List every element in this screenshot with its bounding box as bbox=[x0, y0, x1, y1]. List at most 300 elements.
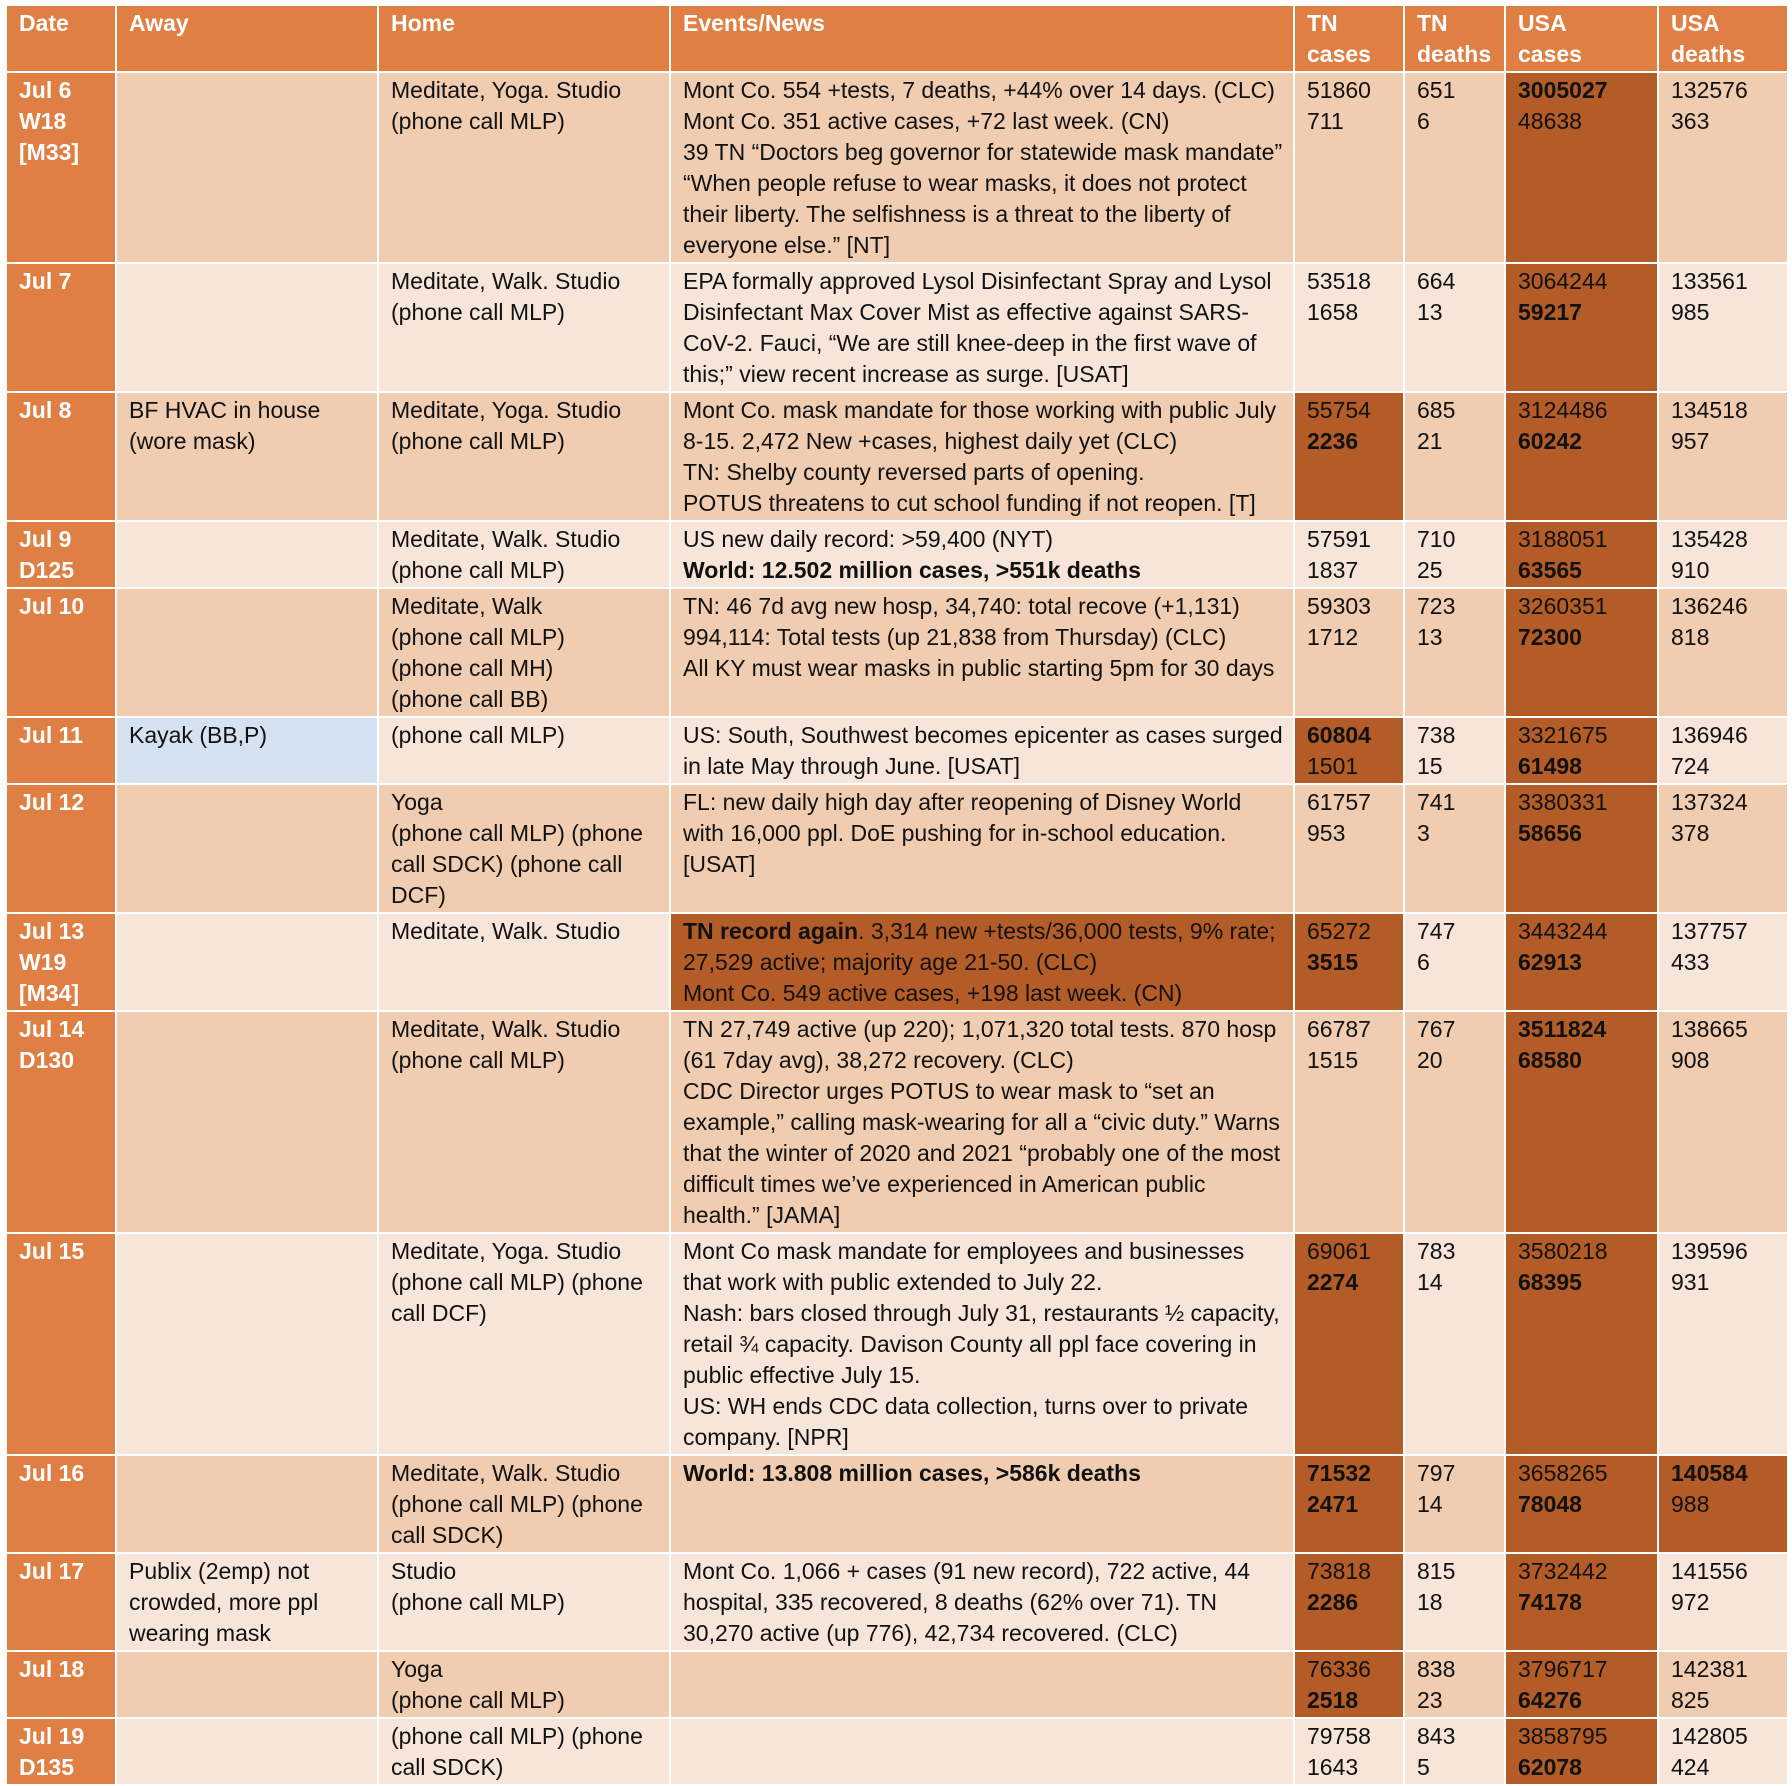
usa-cases-cell bbox=[1505, 717, 1658, 784]
home-line: (phone call BB) bbox=[391, 686, 549, 712]
event-item: Mont Co. 549 active cases, +198 last week. (CN) bbox=[683, 980, 1183, 1006]
tn-cases-value: 1658 bbox=[1307, 299, 1359, 325]
usa-cases-value: 59217 bbox=[1518, 299, 1582, 325]
usa-deaths-cell bbox=[1658, 1455, 1788, 1553]
event-item: Mont Co. mask mandate for those working with public July 8-15. 2,472 New +cases, highest daily yet (CLC) bbox=[683, 397, 1277, 454]
header-date: Date bbox=[6, 5, 116, 72]
usa-cases-value: 3511824 bbox=[1518, 1016, 1607, 1042]
tn-deaths-value: 14 bbox=[1417, 1269, 1443, 1295]
date-line: [M33] bbox=[19, 139, 80, 165]
tn-deaths-value: 15 bbox=[1417, 753, 1443, 779]
usa-deaths-cell bbox=[1658, 263, 1788, 392]
table-row bbox=[6, 1011, 1788, 1233]
tn-deaths-value: 14 bbox=[1417, 1491, 1443, 1517]
table-row bbox=[6, 1233, 1788, 1455]
date-line: [M34] bbox=[19, 980, 80, 1006]
home-line: (phone call MLP) (phone call SDCK) (phone call DCF) bbox=[391, 820, 643, 908]
usa-cases-value: 63565 bbox=[1518, 557, 1582, 583]
away-cell bbox=[116, 588, 378, 717]
table-row bbox=[6, 913, 1788, 1011]
tn-deaths-value: 664 bbox=[1417, 268, 1456, 294]
date-cell bbox=[6, 263, 116, 392]
events-cell bbox=[670, 72, 1294, 263]
usa-deaths-value: 433 bbox=[1671, 949, 1710, 975]
tn-cases-value: 1515 bbox=[1307, 1047, 1359, 1073]
home-line: (phone call MH) bbox=[391, 655, 554, 681]
home-cell: Meditate, Walk. Studio (phone call MLP) bbox=[378, 263, 670, 392]
away-cell: Kayak (BB,P) bbox=[116, 717, 378, 784]
events-cell bbox=[670, 1455, 1294, 1553]
usa-deaths-value: 910 bbox=[1671, 557, 1710, 583]
tn-cases-value: 2471 bbox=[1307, 1491, 1359, 1517]
tn-cases-value: 60804 bbox=[1307, 722, 1371, 748]
usa-cases-value: 62913 bbox=[1518, 949, 1582, 975]
away-cell bbox=[116, 1455, 378, 1553]
usa-deaths-cell bbox=[1658, 1651, 1788, 1718]
tn-deaths-cell bbox=[1404, 72, 1505, 263]
tn-deaths-cell bbox=[1404, 1651, 1505, 1718]
date-cell bbox=[6, 1011, 116, 1233]
date-cell bbox=[6, 1718, 116, 1785]
tn-cases-cell bbox=[1294, 913, 1404, 1011]
usa-cases-cell bbox=[1505, 1718, 1658, 1785]
header-tn-cases: TN cases bbox=[1294, 5, 1404, 72]
tn-cases-value: 55754 bbox=[1307, 397, 1371, 423]
tn-deaths-cell bbox=[1404, 588, 1505, 717]
usa-cases-value: 68395 bbox=[1518, 1269, 1582, 1295]
tn-deaths-cell bbox=[1404, 392, 1505, 521]
tn-deaths-value: 747 bbox=[1417, 918, 1456, 944]
usa-deaths-cell bbox=[1658, 1718, 1788, 1785]
usa-cases-cell bbox=[1505, 263, 1658, 392]
usa-deaths-cell bbox=[1658, 588, 1788, 717]
home-line: Yoga bbox=[391, 1656, 443, 1682]
usa-cases-value: 3321675 bbox=[1518, 722, 1608, 748]
usa-cases-value: 3443244 bbox=[1518, 918, 1608, 944]
usa-cases-cell bbox=[1505, 72, 1658, 263]
usa-deaths-cell bbox=[1658, 1553, 1788, 1651]
tn-deaths-value: 13 bbox=[1417, 624, 1443, 650]
tn-deaths-cell bbox=[1404, 1011, 1505, 1233]
events-cell bbox=[670, 1651, 1294, 1718]
tn-cases-cell bbox=[1294, 1553, 1404, 1651]
usa-deaths-value: 988 bbox=[1671, 1491, 1710, 1517]
tn-deaths-value: 741 bbox=[1417, 789, 1456, 815]
tn-cases-cell bbox=[1294, 1011, 1404, 1233]
away-cell bbox=[116, 72, 378, 263]
event-item: TN: 46 7d avg new hosp, 34,740: total recove (+1,131) 994,114: Total tests (up 21,838 from Thursday) (CLC) bbox=[683, 593, 1240, 650]
usa-cases-value: 58656 bbox=[1518, 820, 1582, 846]
event-item: POTUS threatens to cut school funding if not reopen. [T] bbox=[683, 490, 1256, 516]
event-item: 39 TN “Doctors beg governor for statewide mask mandate” “When people refuse to wear masks, it does not protect their liberty. The selfishness is a threat to the liberty of everyone else.” [NT] bbox=[683, 139, 1283, 258]
usa-deaths-value: 985 bbox=[1671, 299, 1710, 325]
tn-cases-cell bbox=[1294, 263, 1404, 392]
table-row bbox=[6, 1455, 1788, 1553]
events-cell bbox=[670, 717, 1294, 784]
tn-cases-value: 65272 bbox=[1307, 918, 1371, 944]
usa-deaths-value: 142805 bbox=[1671, 1723, 1748, 1749]
header-usa-cases: USA cases bbox=[1505, 5, 1658, 72]
tn-cases-value: 79758 bbox=[1307, 1723, 1371, 1749]
away-cell bbox=[116, 1011, 378, 1233]
usa-cases-cell bbox=[1505, 1233, 1658, 1455]
home-line: (phone call MLP) bbox=[391, 624, 565, 650]
date-line: Jul 13 bbox=[19, 918, 85, 944]
date-line: Jul 12 bbox=[19, 789, 85, 815]
usa-deaths-value: 972 bbox=[1671, 1589, 1710, 1615]
event-emphasis: TN record again bbox=[683, 918, 859, 944]
journal-table-wrapper bbox=[5, 4, 1787, 1786]
tn-deaths-value: 767 bbox=[1417, 1016, 1456, 1042]
usa-deaths-value: 957 bbox=[1671, 428, 1710, 454]
event-item: Nash: bars closed through July 31, restaurants ½ capacity, retail ¾ capacity. Davison County all ppl face covering in public effective July 15. bbox=[683, 1300, 1280, 1388]
events-cell bbox=[670, 1553, 1294, 1651]
tn-deaths-cell bbox=[1404, 784, 1505, 913]
usa-cases-cell bbox=[1505, 521, 1658, 588]
event-item: US new daily record: >59,400 (NYT) bbox=[683, 526, 1054, 552]
usa-deaths-value: 137757 bbox=[1671, 918, 1748, 944]
date-cell bbox=[6, 784, 116, 913]
tn-cases-cell bbox=[1294, 588, 1404, 717]
event-item: World: 12.502 million cases, >551k deaths bbox=[683, 557, 1141, 583]
date-cell bbox=[6, 717, 116, 784]
usa-deaths-cell bbox=[1658, 784, 1788, 913]
events-cell bbox=[670, 392, 1294, 521]
events-cell bbox=[670, 1233, 1294, 1455]
tn-cases-cell bbox=[1294, 784, 1404, 913]
date-line: Jul 11 bbox=[19, 722, 83, 748]
tn-cases-value: 71532 bbox=[1307, 1460, 1371, 1486]
usa-cases-value: 61498 bbox=[1518, 753, 1582, 779]
date-line: Jul 19 bbox=[19, 1723, 85, 1749]
table-row bbox=[6, 263, 1788, 392]
usa-cases-value: 3796717 bbox=[1518, 1656, 1608, 1682]
tn-cases-value: 69061 bbox=[1307, 1238, 1371, 1264]
usa-deaths-value: 141556 bbox=[1671, 1558, 1748, 1584]
usa-cases-cell bbox=[1505, 913, 1658, 1011]
tn-cases-value: 76336 bbox=[1307, 1656, 1371, 1682]
tn-cases-value: 953 bbox=[1307, 820, 1346, 846]
tn-deaths-value: 783 bbox=[1417, 1238, 1456, 1264]
tn-cases-value: 51860 bbox=[1307, 77, 1371, 103]
tn-deaths-cell bbox=[1404, 717, 1505, 784]
date-cell bbox=[6, 1651, 116, 1718]
tn-deaths-value: 18 bbox=[1417, 1589, 1443, 1615]
tn-deaths-cell bbox=[1404, 1455, 1505, 1553]
event-item: US: WH ends CDC data collection, turns over to private company. [NPR] bbox=[683, 1393, 1249, 1450]
tn-cases-value: 2518 bbox=[1307, 1687, 1359, 1713]
table-body bbox=[6, 72, 1788, 1785]
date-line: W19 bbox=[19, 949, 67, 975]
tn-deaths-value: 723 bbox=[1417, 593, 1456, 619]
usa-cases-value: 68580 bbox=[1518, 1047, 1582, 1073]
tn-deaths-value: 710 bbox=[1417, 526, 1456, 552]
home-cell bbox=[378, 1553, 670, 1651]
table-row bbox=[6, 1553, 1788, 1651]
away-cell bbox=[116, 1718, 378, 1785]
usa-deaths-value: 424 bbox=[1671, 1754, 1710, 1780]
usa-cases-cell bbox=[1505, 1011, 1658, 1233]
table-row bbox=[6, 392, 1788, 521]
usa-deaths-value: 931 bbox=[1671, 1269, 1710, 1295]
date-cell bbox=[6, 1455, 116, 1553]
usa-deaths-value: 135428 bbox=[1671, 526, 1748, 552]
tn-cases-value: 1501 bbox=[1307, 753, 1359, 779]
tn-cases-value: 2286 bbox=[1307, 1589, 1359, 1615]
usa-deaths-cell bbox=[1658, 913, 1788, 1011]
date-cell bbox=[6, 913, 116, 1011]
tn-deaths-value: 20 bbox=[1417, 1047, 1443, 1073]
usa-deaths-value: 363 bbox=[1671, 108, 1710, 134]
table-row bbox=[6, 72, 1788, 263]
home-cell: Meditate, Yoga. Studio (phone call MLP) (phone call DCF) bbox=[378, 1233, 670, 1455]
usa-deaths-value: 724 bbox=[1671, 753, 1710, 779]
event-item: World: 13.808 million cases, >586k deaths bbox=[683, 1460, 1141, 1486]
table-row bbox=[6, 588, 1788, 717]
date-line: Jul 7 bbox=[19, 268, 72, 294]
usa-deaths-value: 138665 bbox=[1671, 1016, 1748, 1042]
away-cell bbox=[116, 1233, 378, 1455]
usa-cases-value: 3005027 bbox=[1518, 77, 1608, 103]
tn-deaths-cell bbox=[1404, 521, 1505, 588]
usa-cases-value: 60242 bbox=[1518, 428, 1582, 454]
home-cell: Meditate, Walk. Studio (phone call MLP) (phone call SDCK) bbox=[378, 1455, 670, 1553]
tn-deaths-value: 6 bbox=[1417, 949, 1430, 975]
event-item: TN 27,749 active (up 220); 1,071,320 total tests. 870 hosp (61 7day avg), 38,272 recovery. (CLC) bbox=[683, 1016, 1277, 1073]
tn-deaths-cell bbox=[1404, 1233, 1505, 1455]
usa-cases-value: 62078 bbox=[1518, 1754, 1582, 1780]
usa-cases-cell bbox=[1505, 1651, 1658, 1718]
tn-cases-value: 57591 bbox=[1307, 526, 1371, 552]
event-item: TN: Shelby county reversed parts of opening. bbox=[683, 459, 1145, 485]
home-cell: Meditate, Yoga. Studio (phone call MLP) bbox=[378, 72, 670, 263]
date-line: Jul 10 bbox=[19, 593, 85, 619]
tn-cases-value: 66787 bbox=[1307, 1016, 1371, 1042]
tn-cases-value: 61757 bbox=[1307, 789, 1371, 815]
usa-deaths-value: 137324 bbox=[1671, 789, 1748, 815]
tn-cases-cell bbox=[1294, 392, 1404, 521]
tn-deaths-value: 3 bbox=[1417, 820, 1430, 846]
home-line: Studio bbox=[391, 1558, 457, 1584]
tn-deaths-value: 738 bbox=[1417, 722, 1456, 748]
tn-deaths-cell bbox=[1404, 263, 1505, 392]
header-row bbox=[6, 5, 1788, 72]
header-away: Away bbox=[116, 5, 378, 72]
header-usa-deaths: USA deaths bbox=[1658, 5, 1788, 72]
home-line: Meditate, Walk bbox=[391, 593, 543, 619]
table-row bbox=[6, 717, 1788, 784]
usa-cases-value: 3380331 bbox=[1518, 789, 1608, 815]
tn-deaths-value: 13 bbox=[1417, 299, 1443, 325]
home-cell: Meditate, Walk. Studio bbox=[378, 913, 670, 1011]
tn-cases-cell bbox=[1294, 717, 1404, 784]
tn-cases-cell bbox=[1294, 1455, 1404, 1553]
tn-deaths-cell bbox=[1404, 1553, 1505, 1651]
table-row bbox=[6, 1718, 1788, 1785]
date-line: Jul 14 bbox=[19, 1016, 85, 1042]
events-cell bbox=[670, 1011, 1294, 1233]
usa-cases-value: 3124486 bbox=[1518, 397, 1608, 423]
event-item bbox=[683, 916, 1283, 978]
tn-deaths-cell bbox=[1404, 913, 1505, 1011]
date-line: Jul 16 bbox=[19, 1460, 85, 1486]
date-cell bbox=[6, 1233, 116, 1455]
home-cell: (phone call MLP) (phone call SDCK) bbox=[378, 1718, 670, 1785]
home-cell bbox=[378, 588, 670, 717]
tn-cases-cell bbox=[1294, 72, 1404, 263]
date-line: W18 bbox=[19, 108, 67, 134]
date-line: Jul 17 bbox=[19, 1558, 85, 1584]
home-line: (phone call MLP) bbox=[391, 1687, 565, 1713]
usa-deaths-cell bbox=[1658, 392, 1788, 521]
tn-deaths-value: 685 bbox=[1417, 397, 1456, 423]
usa-cases-value: 3188051 bbox=[1518, 526, 1608, 552]
away-cell bbox=[116, 521, 378, 588]
usa-deaths-value: 136246 bbox=[1671, 593, 1748, 619]
usa-deaths-value: 136946 bbox=[1671, 722, 1748, 748]
events-cell bbox=[670, 1718, 1294, 1785]
usa-cases-value: 3580218 bbox=[1518, 1238, 1608, 1264]
event-item: EPA formally approved Lysol Disinfectant Spray and Lysol Disinfectant Max Cover Mist as effective against SARS-CoV-2. Fauci, “We are still knee-deep in the first wave of this;” view recent increase as surge. [USAT] bbox=[683, 268, 1272, 387]
usa-cases-value: 78048 bbox=[1518, 1491, 1582, 1517]
tn-cases-value: 1643 bbox=[1307, 1754, 1359, 1780]
usa-deaths-cell bbox=[1658, 1233, 1788, 1455]
event-item: All KY must wear masks in public starting 5pm for 30 days bbox=[683, 655, 1275, 681]
away-cell bbox=[116, 913, 378, 1011]
tn-cases-value: 2274 bbox=[1307, 1269, 1359, 1295]
home-line: (phone call MLP) bbox=[391, 1589, 565, 1615]
usa-deaths-value: 908 bbox=[1671, 1047, 1710, 1073]
tn-cases-value: 1712 bbox=[1307, 624, 1359, 650]
event-item: Mont Co. 554 +tests, 7 deaths, +44% over 14 days. (CLC) bbox=[683, 77, 1275, 103]
tn-deaths-value: 25 bbox=[1417, 557, 1443, 583]
tn-cases-cell bbox=[1294, 1233, 1404, 1455]
date-cell bbox=[6, 1553, 116, 1651]
usa-cases-value: 64276 bbox=[1518, 1687, 1582, 1713]
usa-deaths-value: 140584 bbox=[1671, 1460, 1748, 1486]
usa-cases-cell bbox=[1505, 1455, 1658, 1553]
covid-journal-table bbox=[5, 4, 1789, 1786]
header-events: Events/News bbox=[670, 5, 1294, 72]
date-line: D135 bbox=[19, 1754, 74, 1780]
tn-cases-cell bbox=[1294, 1718, 1404, 1785]
usa-cases-value: 3858795 bbox=[1518, 1723, 1608, 1749]
date-line: Jul 8 bbox=[19, 397, 72, 423]
header-home: Home bbox=[378, 5, 670, 72]
home-cell bbox=[378, 784, 670, 913]
usa-cases-cell bbox=[1505, 588, 1658, 717]
usa-deaths-value: 142381 bbox=[1671, 1656, 1748, 1682]
tn-cases-cell bbox=[1294, 1651, 1404, 1718]
tn-cases-value: 2236 bbox=[1307, 428, 1359, 454]
home-cell: Meditate, Walk. Studio (phone call MLP) bbox=[378, 1011, 670, 1233]
usa-deaths-value: 139596 bbox=[1671, 1238, 1748, 1264]
date-line: Jul 15 bbox=[19, 1238, 85, 1264]
events-cell bbox=[670, 784, 1294, 913]
events-cell bbox=[670, 588, 1294, 717]
event-item: Mont Co. 351 active cases, +72 last week. (CN) bbox=[683, 108, 1170, 134]
tn-cases-value: 53518 bbox=[1307, 268, 1371, 294]
usa-cases-value: 3658265 bbox=[1518, 1460, 1608, 1486]
date-line: Jul 6 bbox=[19, 77, 72, 103]
home-cell: Meditate, Yoga. Studio (phone call MLP) bbox=[378, 392, 670, 521]
usa-cases-cell bbox=[1505, 1553, 1658, 1651]
usa-cases-cell bbox=[1505, 784, 1658, 913]
date-cell bbox=[6, 521, 116, 588]
events-cell bbox=[670, 913, 1294, 1011]
usa-deaths-cell bbox=[1658, 1011, 1788, 1233]
usa-cases-cell bbox=[1505, 392, 1658, 521]
home-cell bbox=[378, 1651, 670, 1718]
away-cell bbox=[116, 1651, 378, 1718]
table-row bbox=[6, 1651, 1788, 1718]
usa-cases-value: 72300 bbox=[1518, 624, 1582, 650]
tn-cases-value: 1837 bbox=[1307, 557, 1359, 583]
tn-cases-value: 3515 bbox=[1307, 949, 1359, 975]
events-cell bbox=[670, 263, 1294, 392]
tn-cases-value: 73818 bbox=[1307, 1558, 1371, 1584]
event-item: Mont Co mask mandate for employees and businesses that work with public extended to July 22. bbox=[683, 1238, 1245, 1295]
tn-deaths-value: 6 bbox=[1417, 108, 1430, 134]
home-cell: (phone call MLP) bbox=[378, 717, 670, 784]
date-line: Jul 9 bbox=[19, 526, 72, 552]
away-cell bbox=[116, 784, 378, 913]
usa-deaths-value: 133561 bbox=[1671, 268, 1748, 294]
away-cell: BF HVAC in house (wore mask) bbox=[116, 392, 378, 521]
tn-cases-value: 711 bbox=[1307, 108, 1344, 134]
usa-cases-value: 3064244 bbox=[1518, 268, 1608, 294]
usa-deaths-cell bbox=[1658, 72, 1788, 263]
tn-deaths-value: 23 bbox=[1417, 1687, 1443, 1713]
away-cell: Publix (2emp) not crowded, more ppl wearing mask bbox=[116, 1553, 378, 1651]
usa-deaths-value: 134518 bbox=[1671, 397, 1748, 423]
date-cell bbox=[6, 72, 116, 263]
usa-deaths-value: 825 bbox=[1671, 1687, 1710, 1713]
usa-deaths-cell bbox=[1658, 521, 1788, 588]
usa-deaths-cell bbox=[1658, 717, 1788, 784]
date-line: D130 bbox=[19, 1047, 74, 1073]
tn-deaths-value: 815 bbox=[1417, 1558, 1456, 1584]
usa-cases-value: 74178 bbox=[1518, 1589, 1582, 1615]
table-row bbox=[6, 784, 1788, 913]
home-line: Yoga bbox=[391, 789, 443, 815]
tn-deaths-value: 21 bbox=[1417, 428, 1443, 454]
tn-deaths-value: 651 bbox=[1417, 77, 1456, 103]
tn-deaths-value: 5 bbox=[1417, 1754, 1430, 1780]
home-cell: Meditate, Walk. Studio (phone call MLP) bbox=[378, 521, 670, 588]
tn-deaths-cell bbox=[1404, 1718, 1505, 1785]
event-item: Mont Co. 1,066 + cases (91 new record), 722 active, 44 hospital, 335 recovered, 8 deaths (62% over 71). TN 30,270 active (up 776), 42,734 recovered. (CLC) bbox=[683, 1558, 1251, 1646]
tn-deaths-value: 838 bbox=[1417, 1656, 1456, 1682]
tn-cases-value: 59303 bbox=[1307, 593, 1371, 619]
tn-deaths-value: 797 bbox=[1417, 1460, 1456, 1486]
usa-cases-value: 3260351 bbox=[1518, 593, 1608, 619]
event-item: CDC Director urges POTUS to wear mask to “set an example,” calling mask-wearing for all a “civic duty.” Warns that the winter of 2020 and 2021 “probably one of the most difficult times we’ve experienced in American public health.” [JAMA] bbox=[683, 1078, 1281, 1228]
date-cell bbox=[6, 588, 116, 717]
usa-deaths-value: 818 bbox=[1671, 624, 1710, 650]
tn-deaths-value: 843 bbox=[1417, 1723, 1456, 1749]
date-line: D125 bbox=[19, 557, 74, 583]
usa-deaths-value: 378 bbox=[1671, 820, 1710, 846]
event-item: US: South, Southwest becomes epicenter as cases surged in late May through June. [USAT] bbox=[683, 722, 1283, 779]
date-cell bbox=[6, 392, 116, 521]
tn-cases-cell bbox=[1294, 521, 1404, 588]
event-item: FL: new daily high day after reopening of Disney World with 16,000 ppl. DoE pushing for in-school education. [USAT] bbox=[683, 789, 1242, 877]
usa-cases-value: 3732442 bbox=[1518, 1558, 1608, 1584]
away-cell bbox=[116, 263, 378, 392]
usa-cases-value: 48638 bbox=[1518, 108, 1582, 134]
header-tn-deaths: TN deaths bbox=[1404, 5, 1505, 72]
